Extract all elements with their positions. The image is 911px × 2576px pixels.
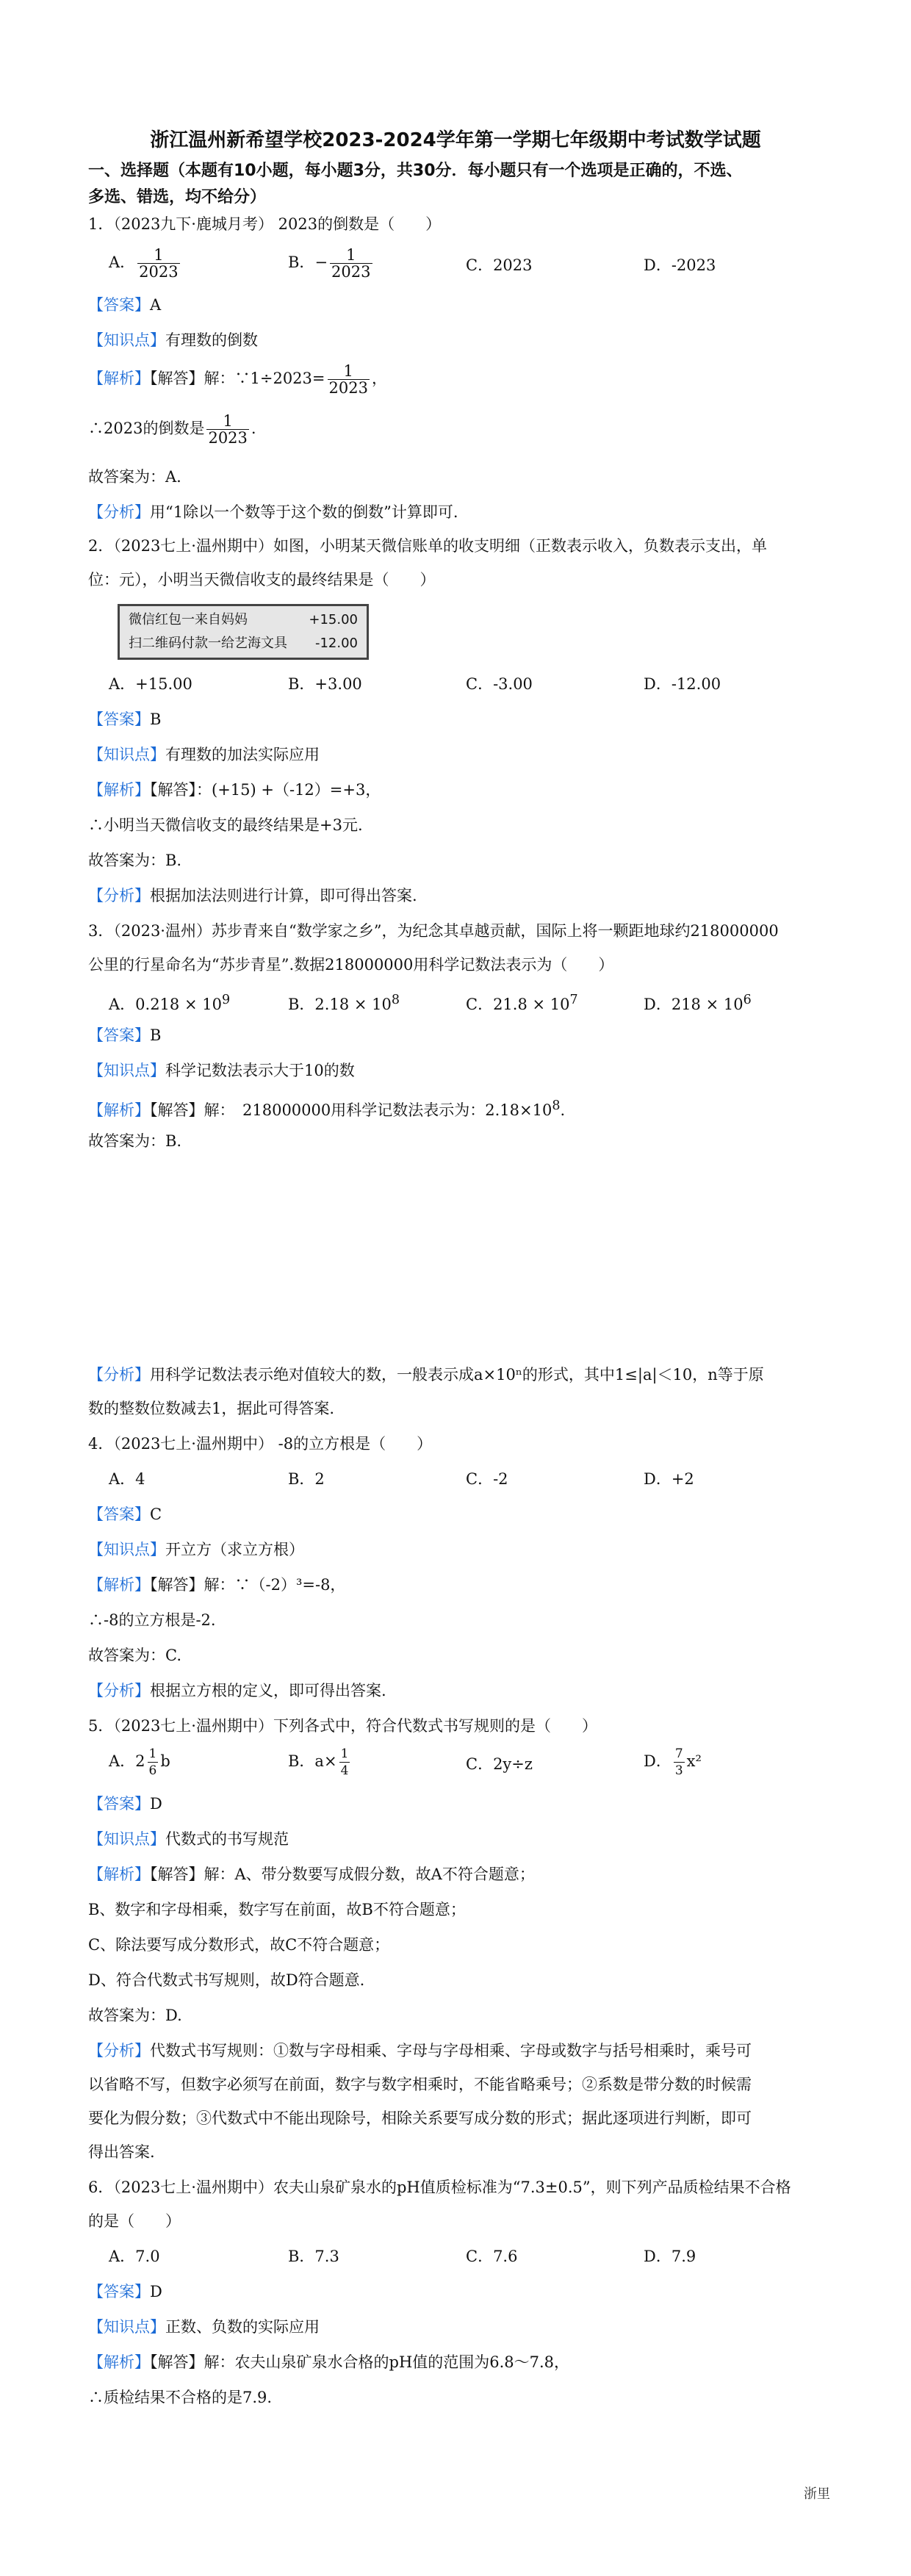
q5-solution-c: C、除法要写成分数形式，故C不符合题意；	[88, 1936, 390, 1954]
bill-row-income: 微信红包一来自妈妈 +15.00	[129, 612, 358, 627]
q6-stem-line2: 的是（ ）	[88, 2212, 181, 2230]
q1-option-d: D．-2023	[644, 256, 716, 274]
q1-knowledge: 【知识点】有理数的倒数	[88, 331, 258, 349]
q2-solution: 【解析】【解答】：(+15) +（-12）=+3，	[88, 781, 381, 799]
q3-final: 故答案为：B.	[88, 1132, 182, 1150]
section-heading-1: 一、选择题（本题有10小题，每小题3分，共30分．每小题只有一个选项是正确的，不选、	[88, 162, 743, 180]
q6-option-a: A．7.0	[109, 2248, 160, 2265]
q2-knowledge: 【知识点】有理数的加法实际应用	[88, 746, 320, 763]
q2-option-b: B．+3.00	[288, 675, 362, 693]
q6-option-c: C．7.6	[466, 2248, 518, 2265]
q5-option-b: B．a× $\frac{1}{4}$	[288, 1746, 349, 1778]
q4-solution: 【解析】【解答】解：∵（-2）³=-8，	[88, 1576, 346, 1594]
q2-answer: 【答案】B	[88, 710, 162, 728]
page-title: 浙江温州新希望学校2023-2024学年第一学期七年级期中考试数学试题	[150, 129, 761, 151]
q5-solution: 【解析】【解答】解：A、带分数要写成假分数，故A不符合题意；	[88, 1866, 535, 1883]
q5-knowledge: 【知识点】代数式的书写规范	[88, 1830, 289, 1848]
q5-note-line2: 以省略不写，但数字必须写在前面，数字与数字相乘时，不能省略乘号；②系数是带分数的时候需	[88, 2076, 752, 2093]
q3-knowledge: 【知识点】科学记数法表示大于10的数	[88, 1062, 355, 1079]
q1-stem: 1．（2023九下·鹿城月考） 2023的倒数是（ ）	[88, 215, 442, 233]
q6-result: ∴质检结果不合格的是7.9.	[88, 2389, 273, 2406]
q3-note-line1: 【分析】用科学记数法表示绝对值较大的数，一般表示成a×10ⁿ的形式，其中1≤|a|＜10，n等于原	[88, 1366, 764, 1384]
q3-option-a: A．$0.218 \times 10^9$	[109, 993, 231, 1013]
q4-result: ∴-8的立方根是-2.	[88, 1611, 216, 1629]
q6-knowledge: 【知识点】正数、负数的实际应用	[88, 2318, 320, 2336]
q4-note: 【分析】根据立方根的定义，即可得出答案.	[88, 1682, 386, 1699]
q6-option-b: B．7.3	[288, 2248, 339, 2265]
q1-option-c: C．2023	[466, 256, 533, 274]
q5-option-d: D． $\frac{7}{3}$ x²	[644, 1746, 702, 1778]
q5-option-c: C．2y÷z	[466, 1755, 533, 1773]
q3-stem-line2: 公里的行星命名为“苏步青星”.数据218000000用科学记数法表示为（ ）	[88, 956, 614, 974]
q3-stem-line1: 3．（2023·温州）苏步青来自“数学家之乡”，为纪念其卓越贡献，国际上将一颗距地球约218000000	[88, 922, 779, 940]
q4-answer: 【答案】C	[88, 1505, 162, 1523]
q1-result: ∴2023的倒数是 $\frac{1}{2023}$ .	[88, 412, 256, 447]
q1-option-b: B．− $\frac{1}{2023}$	[288, 246, 371, 281]
q3-option-b: B．$2.18 \times 10^8$	[288, 993, 400, 1013]
q3-option-c: C．$21.8 \times 10^7$	[466, 993, 578, 1013]
q4-final: 故答案为：C.	[88, 1647, 181, 1664]
q3-solution: 【解析】【解答】解： 218000000用科学记数法表示为：$2.18\times 10^8$.	[88, 1098, 566, 1119]
q5-solution-b: B、数字和字母相乘，数字写在前面，故B不符合题意；	[88, 1901, 466, 1918]
q1-note: 【分析】用“1除以一个数等于这个数的倒数”计算即可.	[88, 503, 458, 521]
q6-option-d: D．7.9	[644, 2248, 696, 2265]
q2-stem-line1: 2．（2023七上·温州期中）如图，小明某天微信账单的收支明细（正数表示收入，负数表示支出，单	[88, 537, 767, 555]
q5-stem: 5．（2023七上·温州期中）下列各式中，符合代数式书写规则的是（ ）	[88, 1717, 597, 1735]
q6-answer: 【答案】D	[88, 2283, 162, 2300]
q3-note-line2: 数的整数位数减去1，据此可得答案.	[88, 1400, 335, 1417]
q5-option-a: A．2 $\frac{1}{6}$ b	[109, 1746, 170, 1778]
bill-row-expense: 扫二维码付款一给艺海文具 -12.00	[129, 636, 358, 651]
q2-final: 故答案为：B.	[88, 852, 182, 869]
q5-note-line4: 得出答案.	[88, 2143, 155, 2161]
page-footer: 浙里	[804, 2486, 830, 2502]
wechat-bill-figure	[118, 604, 369, 660]
q6-stem-line1: 6．（2023七上·温州期中）农夫山泉矿泉水的pH值质检标准为“7.3±0.5”，则下列产品质检结果不合格	[88, 2179, 791, 2196]
q5-solution-d: D、符合代数式书写规则，故D符合题意.	[88, 1971, 365, 1989]
q5-final: 故答案为：D.	[88, 2007, 182, 2024]
q3-answer: 【答案】B	[88, 1026, 162, 1044]
q2-note: 【分析】根据加法法则进行计算，即可得出答案.	[88, 887, 417, 904]
q1-option-a: A． $\frac{1}{2023}$	[109, 246, 179, 281]
q4-option-c: C．-2	[466, 1470, 508, 1488]
q1-solution: 【解析】【解答】解：∵1÷2023= $\frac{1}{2023}$ ，	[88, 362, 387, 397]
q2-result: ∴小明当天微信收支的最终结果是+3元.	[88, 816, 363, 834]
q3-option-d: D．$218 \times 10^6$	[644, 993, 752, 1013]
q1-answer: 【答案】A	[88, 296, 162, 314]
q1-final: 故答案为：A.	[88, 468, 181, 486]
q5-note-line1: 【分析】代数式书写规则：①数与字母相乘、字母与字母相乘、字母或数字与括号相乘时，乘号可	[88, 2042, 752, 2059]
section-heading-2: 多选、错选，均不给分）	[88, 188, 267, 206]
q4-option-b: B．2	[288, 1470, 325, 1488]
q5-answer: 【答案】D	[88, 1795, 162, 1813]
q4-stem: 4．（2023七上·温州期中） -8的立方根是（ ）	[88, 1435, 433, 1453]
q6-solution: 【解析】【解答】解：农夫山泉矿泉水合格的pH值的范围为6.8～7.8，	[88, 2353, 570, 2371]
q2-option-a: A．+15.00	[109, 675, 192, 693]
q5-note-line3: 要化为假分数；③代数式中不能出现除号，相除关系要写成分数的形式；据此逐项进行判断，即可	[88, 2109, 752, 2127]
q4-option-a: A．4	[109, 1470, 145, 1488]
q2-stem-line2: 位：元），小明当天微信收支的最终结果是（ ）	[88, 571, 436, 589]
q2-option-c: C．-3.00	[466, 675, 533, 693]
q4-option-d: D．+2	[644, 1470, 694, 1488]
q4-knowledge: 【知识点】开立方（求立方根）	[88, 1541, 304, 1558]
q2-option-d: D．-12.00	[644, 675, 721, 693]
